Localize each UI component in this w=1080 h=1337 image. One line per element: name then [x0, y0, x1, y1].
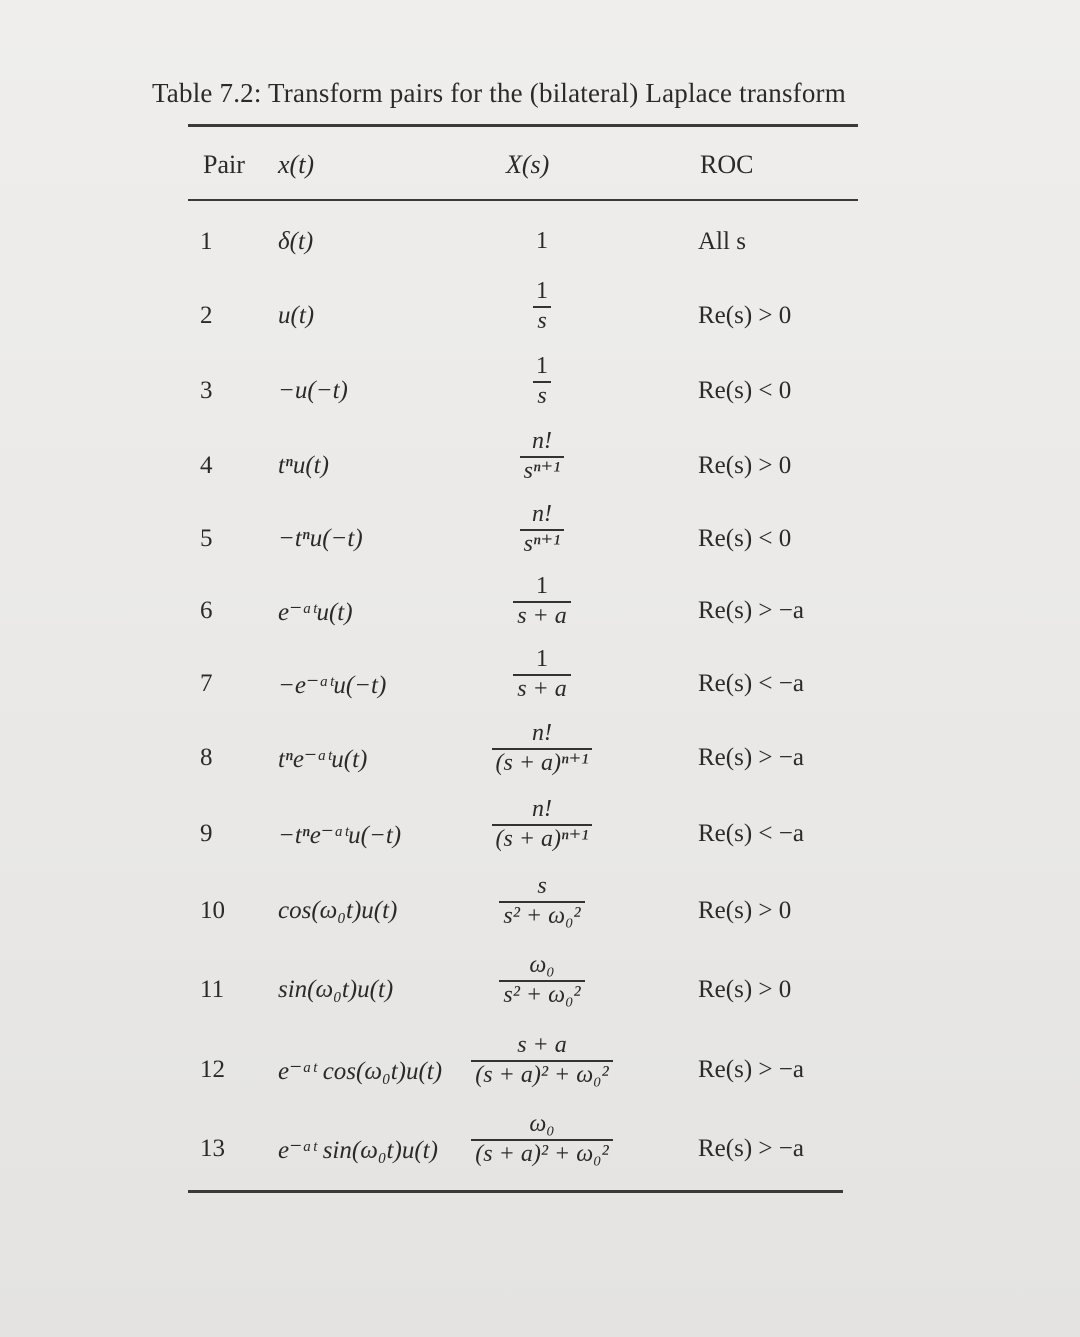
region-of-convergence: Re(s) > 0: [698, 976, 792, 1003]
laplace-transform: [513, 646, 571, 703]
time-signal: −tⁿe⁻ᵃᵗu(−t): [278, 822, 402, 849]
transform-denominator: s + a: [513, 674, 571, 704]
laplace-transform: [471, 1111, 612, 1168]
transform-numerator: 1: [536, 228, 548, 254]
time-signal: −tⁿu(−t): [278, 525, 363, 552]
region-of-convergence: Re(s) > 0: [698, 452, 792, 479]
transform-denominator: (s + a)² + ω₀²: [471, 1060, 612, 1090]
laplace-transform: [532, 353, 552, 410]
pair-number: 3: [200, 377, 213, 404]
transform-numerator: s: [537, 873, 547, 899]
laplace-transform: [492, 796, 593, 853]
region-of-convergence: Re(s) < 0: [698, 525, 792, 552]
pair-number: 11: [200, 976, 225, 1003]
region-of-convergence: Re(s) > −a: [698, 597, 804, 624]
time-signal: −u(−t): [278, 377, 348, 404]
time-signal: δ(t): [278, 228, 314, 255]
region-of-convergence: All s: [698, 228, 746, 255]
transform-denominator: s² + ω₀²: [499, 901, 584, 931]
pair-number: 10: [200, 897, 225, 924]
region-of-convergence: Re(s) > −a: [698, 1135, 804, 1162]
region-of-convergence: Re(s) < 0: [698, 377, 792, 404]
transform-denominator: s: [533, 381, 550, 411]
transform-numerator: 1: [535, 573, 548, 599]
time-signal: tⁿu(t): [278, 452, 329, 479]
transform-numerator: ω₀: [529, 952, 555, 978]
transform-numerator: 1: [536, 353, 548, 379]
time-signal: tⁿe⁻ᵃᵗu(t): [278, 746, 368, 773]
region-of-convergence: Re(s) < −a: [698, 820, 804, 847]
transform-numerator: n!: [531, 501, 552, 527]
pair-number: 8: [200, 744, 213, 771]
bottom-rule: [188, 1190, 843, 1193]
laplace-transform: [520, 428, 565, 485]
time-signal: e⁻ᵃᵗu(t): [278, 599, 353, 626]
transform-denominator: (s + a)ⁿ⁺¹: [492, 824, 593, 854]
time-signal: e⁻ᵃᵗ cos(ω₀t)u(t): [278, 1058, 443, 1085]
time-signal: e⁻ᵃᵗ sin(ω₀t)u(t): [278, 1137, 438, 1164]
pair-number: 12: [200, 1056, 225, 1083]
header-pair: Pair: [203, 150, 245, 179]
transform-numerator: ω₀: [529, 1111, 555, 1137]
transform-numerator: n!: [531, 720, 552, 746]
pair-number: 13: [200, 1135, 225, 1162]
region-of-convergence: Re(s) > −a: [698, 1056, 804, 1083]
pair-number: 1: [200, 228, 213, 255]
transform-denominator: s² + ω₀²: [499, 980, 584, 1010]
transform-numerator: n!: [531, 796, 552, 822]
header-roc: ROC: [700, 150, 754, 179]
transform-numerator: n!: [531, 428, 552, 454]
laplace-transform: [499, 873, 584, 930]
region-of-convergence: Re(s) > 0: [698, 302, 792, 329]
pair-number: 5: [200, 525, 213, 552]
pair-number: 2: [200, 302, 213, 329]
table-caption: Table 7.2: Transform pairs for the (bilateral) Laplace transform: [152, 78, 846, 108]
header-xt: x(t): [278, 150, 315, 179]
table-row: [0, 1111, 1080, 1213]
transform-denominator: (s + a)ⁿ⁺¹: [492, 748, 593, 778]
time-signal: −e⁻ᵃᵗu(−t): [278, 672, 387, 699]
transform-denominator: s: [533, 306, 550, 336]
transform-denominator: (s + a)² + ω₀²: [471, 1139, 612, 1169]
top-rule: [188, 124, 858, 127]
region-of-convergence: Re(s) > −a: [698, 744, 804, 771]
region-of-convergence: Re(s) > 0: [698, 897, 792, 924]
transform-numerator: 1: [535, 646, 548, 672]
time-signal: u(t): [278, 302, 315, 329]
pair-number: 7: [200, 670, 213, 697]
transform-denominator: s + a: [513, 601, 571, 631]
transform-denominator: sⁿ⁺¹: [520, 456, 565, 486]
laplace-transform: [499, 952, 584, 1009]
transform-numerator: s + a: [517, 1032, 567, 1058]
transform-denominator: sⁿ⁺¹: [520, 529, 565, 559]
transform-numerator: 1: [536, 278, 548, 304]
laplace-transform: [513, 573, 571, 630]
pair-number: 6: [200, 597, 213, 624]
pair-number: 4: [200, 452, 213, 479]
region-of-convergence: Re(s) < −a: [698, 670, 804, 697]
header-xs: X(s): [506, 150, 550, 179]
pair-number: 9: [200, 820, 213, 847]
laplace-transform: [492, 720, 593, 777]
laplace-transform: [520, 501, 565, 558]
laplace-transform: [471, 1032, 612, 1089]
time-signal: sin(ω₀t)u(t): [278, 976, 394, 1003]
time-signal: cos(ω₀t)u(t): [278, 897, 398, 924]
header-rule: [188, 199, 858, 201]
laplace-transform: [532, 278, 552, 335]
laplace-transform: [532, 228, 552, 256]
